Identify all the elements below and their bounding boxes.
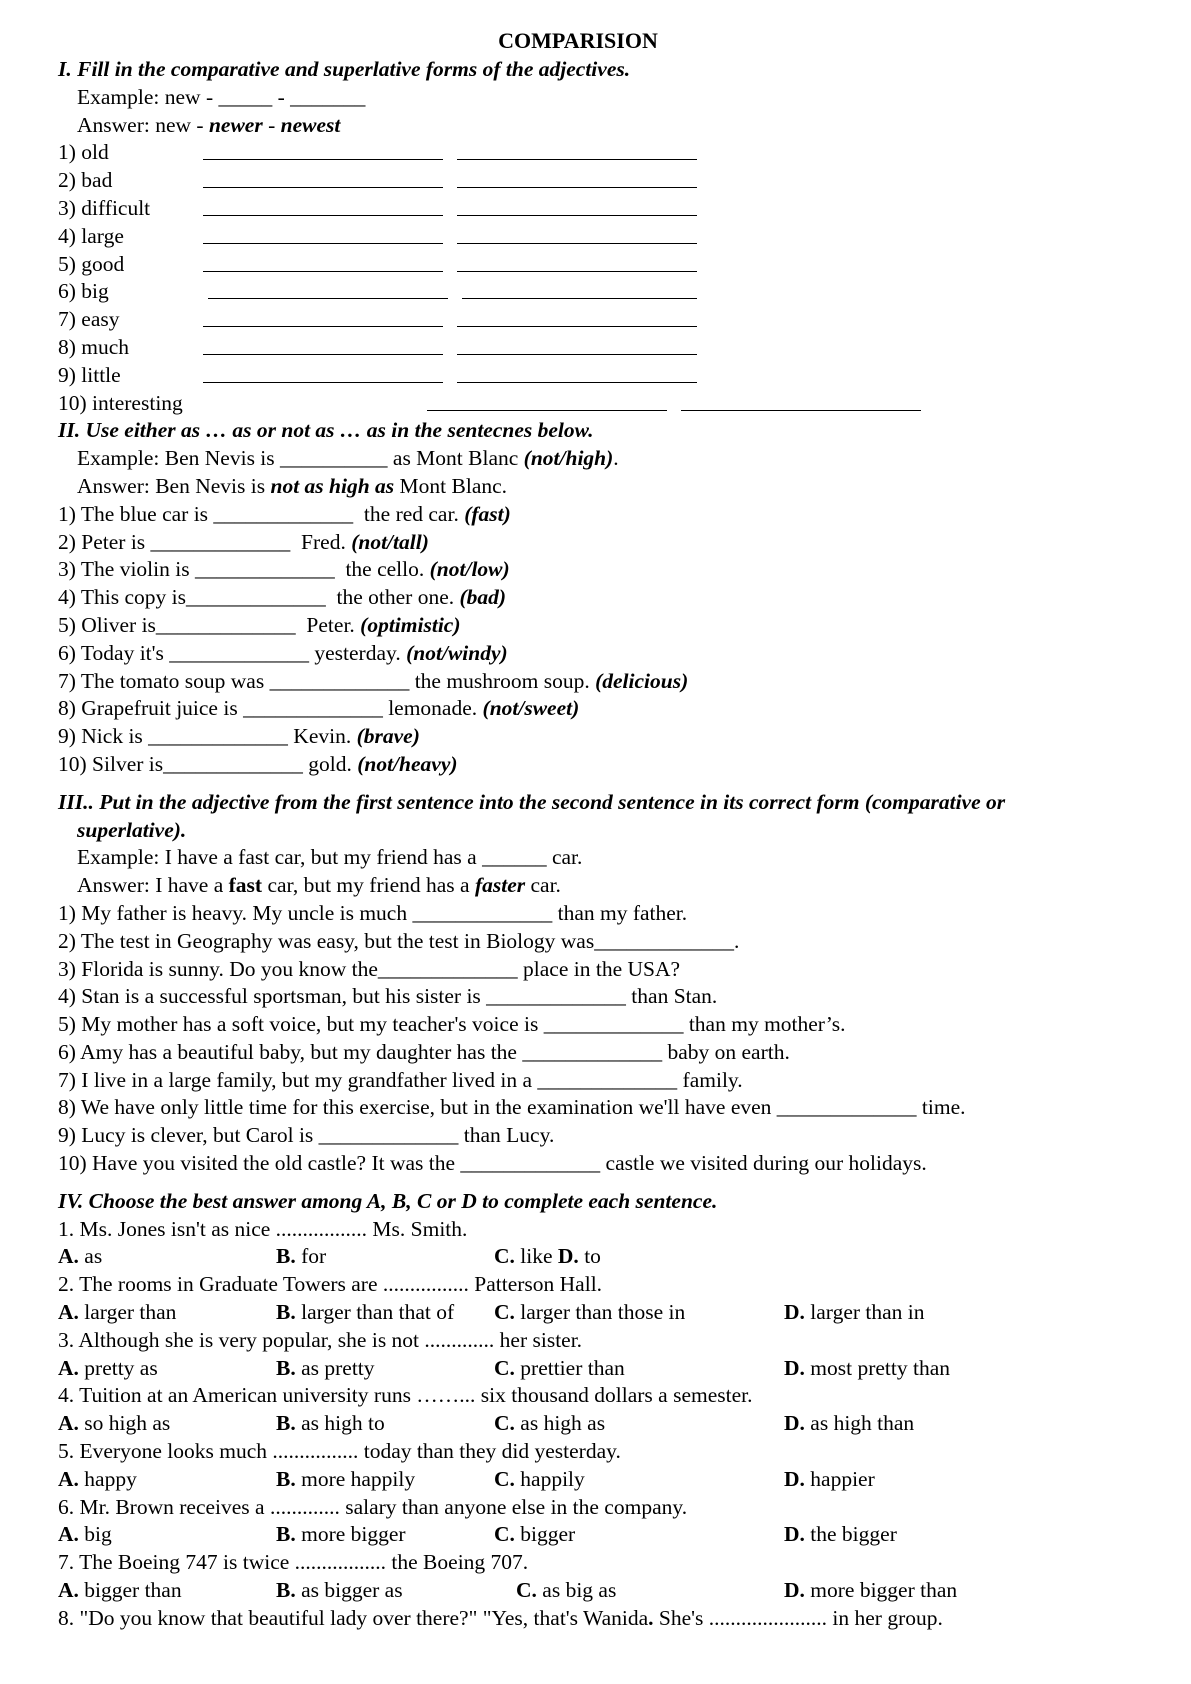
item-hint: (not/low) <box>429 557 510 582</box>
question-period: . <box>648 1605 654 1630</box>
option-letter: D. <box>784 1300 805 1325</box>
option-letter: C. <box>494 1244 515 1269</box>
section-3-heading-line-1: III.. Put in the adjective from the first sentence into the second sentence in its correct form (comparative or <box>58 789 1006 814</box>
item-label: 10) interesting <box>58 390 183 415</box>
section-3-item: 7) I live in a large family, but my grandfather lived in a _____________ family. <box>58 1067 743 1092</box>
option-text: as <box>78 1244 103 1269</box>
section-3-heading-line-2: superlative). <box>77 817 187 842</box>
superlative-blank[interactable] <box>457 139 697 160</box>
answer-options <box>58 1521 1138 1549</box>
section-3-item: 3) Florida is sunny. Do you know the_____________ place in the USA? <box>58 956 681 981</box>
item-label: 8) much <box>58 334 130 359</box>
section-1-item <box>58 223 1138 251</box>
answer-key: faster <box>474 873 526 898</box>
option-d[interactable] <box>784 1577 957 1605</box>
section-1-item-10 <box>58 390 1138 418</box>
option-text: happily <box>514 1466 585 1491</box>
option-letter: C. <box>516 1578 537 1603</box>
answer-key: not as high as <box>270 473 395 498</box>
section-4-questions <box>58 1216 1138 1605</box>
superlative-blank[interactable] <box>462 278 697 299</box>
answer-text: Answer: new - <box>77 112 209 137</box>
section-2-item <box>58 723 1138 751</box>
option-a[interactable] <box>58 1243 276 1271</box>
option-c[interactable] <box>494 1466 784 1494</box>
item-text: 7) The tomato soup was _____________ the mushroom soup. <box>58 668 596 693</box>
option-letter: A. <box>58 1300 79 1325</box>
item-label: 6) big <box>58 279 109 304</box>
section-2-item <box>58 695 1138 723</box>
answer-end: car. <box>525 873 561 898</box>
answer-options <box>58 1243 1138 1271</box>
option-letter: D. <box>784 1466 805 1491</box>
section-3-item: 4) Stan is a successful sportsman, but his sister is _____________ than Stan. <box>58 984 718 1009</box>
question-text: 8. "Do you know that beautiful lady over there?" "Yes, that's Wanida <box>58 1605 649 1630</box>
example-hint: (not/high) <box>523 446 614 471</box>
comparative-blank[interactable] <box>208 278 448 299</box>
answer-comparative: newer <box>208 112 263 137</box>
option-letter: C. <box>494 1522 515 1547</box>
option-a[interactable] <box>58 1577 276 1605</box>
section-4-heading: IV. Choose the best answer among A, B, C or D to complete each sentence. <box>58 1188 718 1213</box>
option-text: larger than those in <box>514 1300 686 1325</box>
option-b[interactable] <box>276 1299 494 1327</box>
section-1-item <box>58 362 1138 390</box>
comparative-blank[interactable] <box>203 223 443 244</box>
option-c[interactable] <box>494 1243 784 1271</box>
answer-options <box>58 1355 1138 1383</box>
option-a[interactable] <box>58 1521 276 1549</box>
section-2-heading: II. Use either as … as or not as … as in the sentecnes below. <box>58 418 594 443</box>
item-text: 4) This copy is_____________ the other one. <box>58 585 460 610</box>
page-title: COMPARISION <box>498 28 658 53</box>
superlative-blank[interactable] <box>457 223 697 244</box>
option-letter: A. <box>58 1578 79 1603</box>
option-text: as high to <box>295 1411 385 1436</box>
option-d[interactable] <box>784 1466 875 1494</box>
section-2-items <box>58 501 1138 779</box>
option-d[interactable] <box>784 1410 914 1438</box>
question-8 <box>58 1605 1138 1633</box>
option-text: larger than <box>78 1300 177 1325</box>
section-1-item <box>58 251 1138 279</box>
section-3-answer <box>58 872 1138 900</box>
option-text: big <box>78 1522 112 1547</box>
answer-text-mid: car, but my friend has a <box>262 873 475 898</box>
option-letter: B. <box>276 1411 296 1436</box>
option-a[interactable] <box>58 1466 276 1494</box>
item-label: 7) easy <box>58 307 120 332</box>
option-b[interactable] <box>276 1466 494 1494</box>
item-hint: (not/windy) <box>406 640 508 665</box>
section-1-answer <box>58 112 1138 140</box>
comparative-blank[interactable] <box>427 390 667 411</box>
answer-adjective: fast <box>228 873 263 898</box>
option-letter: A. <box>58 1355 79 1380</box>
answer-superlative: newest <box>280 112 341 137</box>
comparative-blank[interactable] <box>203 139 443 160</box>
item-text: 1) The blue car is _____________ the red car. <box>58 501 465 526</box>
section-2-item <box>58 612 1138 640</box>
option-b[interactable] <box>276 1410 494 1438</box>
superlative-blank[interactable] <box>457 251 697 272</box>
section-3-item: 1) My father is heavy. My uncle is much _____________ than my father. <box>58 900 688 925</box>
option-d[interactable] <box>784 1299 925 1327</box>
option-b[interactable] <box>276 1243 494 1271</box>
item-hint: (fast) <box>464 501 511 526</box>
section-3-item: 8) We have only little time for this exercise, but in the examination we'll have even _____________ time. <box>58 1095 966 1120</box>
section-1-item <box>58 195 1138 223</box>
option-text: like <box>514 1244 558 1269</box>
question-text: 1. Ms. Jones isn't as nice ................. Ms. Smith. <box>58 1216 468 1241</box>
option-a[interactable] <box>58 1299 276 1327</box>
superlative-blank[interactable] <box>457 195 697 216</box>
section-2-item <box>58 668 1138 696</box>
option-letter: D. <box>784 1355 805 1380</box>
option-text: more bigger than <box>804 1578 958 1603</box>
question-text: 4. Tuition at an American university runs ……... six thousand dollars a semester. <box>58 1383 753 1408</box>
comparative-blank[interactable] <box>203 195 443 216</box>
section-2-item <box>58 556 1138 584</box>
answer-options <box>58 1410 1138 1438</box>
answer-separator: - <box>262 112 281 137</box>
section-3-example: Example: I have a fast car, but my friend has a ______ car. <box>77 845 583 870</box>
item-text: 9) Nick is _____________ Kevin. <box>58 724 357 749</box>
section-3-item: 6) Amy has a beautiful baby, but my daughter has the _____________ baby on earth. <box>58 1039 790 1064</box>
item-hint: (delicious) <box>595 668 689 693</box>
option-text: bigger than <box>78 1578 182 1603</box>
option-letter: C. <box>494 1355 515 1380</box>
option-text: more happily <box>295 1466 416 1491</box>
option-letter: A. <box>58 1522 79 1547</box>
option-a[interactable] <box>58 1355 276 1383</box>
item-text: 6) Today it's _____________ yesterday. <box>58 640 407 665</box>
section-2-example <box>58 445 1138 473</box>
option-letter: B. <box>276 1578 296 1603</box>
item-hint: (not/heavy) <box>357 751 458 776</box>
section-3-item: 5) My mother has a soft voice, but my teacher's voice is _____________ than my mother’s. <box>58 1012 846 1037</box>
section-2-item <box>58 584 1138 612</box>
option-letter: B. <box>276 1355 296 1380</box>
answer-options <box>58 1577 1138 1605</box>
question-text: 5. Everyone looks much ................ today than they did yesterday. <box>58 1439 621 1464</box>
item-label: 3) difficult <box>58 195 151 220</box>
option-text: to <box>578 1244 601 1269</box>
comparative-blank[interactable] <box>203 251 443 272</box>
example-text: Example: Ben Nevis is __________ as Mont Blanc <box>77 446 524 471</box>
option-letter: B. <box>276 1466 296 1491</box>
superlative-blank[interactable] <box>681 390 921 411</box>
option-letter: D. <box>784 1522 805 1547</box>
item-hint: (optimistic) <box>360 612 461 637</box>
section-1-item <box>58 278 1138 306</box>
option-text: for <box>295 1244 327 1269</box>
option-text: as bigger as <box>295 1578 403 1603</box>
section-1-example: Example: new - _____ - _______ <box>77 84 366 109</box>
option-text: happy <box>78 1466 137 1491</box>
item-hint: (bad) <box>459 585 507 610</box>
option-c[interactable] <box>494 1299 784 1327</box>
option-letter: D. <box>784 1411 805 1436</box>
option-text: as high than <box>804 1411 915 1436</box>
comparative-blank[interactable] <box>203 362 443 383</box>
option-a[interactable] <box>58 1410 276 1438</box>
option-letter: D. <box>557 1244 579 1269</box>
option-d[interactable] <box>784 1521 897 1549</box>
option-b[interactable] <box>276 1577 516 1605</box>
section-3-item: 10) Have you visited the old castle? It was the _____________ castle we visited during our holidays. <box>58 1151 927 1176</box>
section-3-item: 9) Lucy is clever, but Carol is _____________ than Lucy. <box>58 1123 555 1148</box>
section-2-item <box>58 751 1138 779</box>
comparative-blank[interactable] <box>203 306 443 327</box>
answer-end: Mont Blanc. <box>394 473 508 498</box>
section-2-item <box>58 501 1138 529</box>
section-1-heading: I. Fill in the comparative and superlative forms of the adjectives. <box>58 57 631 81</box>
option-c[interactable] <box>494 1410 784 1438</box>
superlative-blank[interactable] <box>457 334 697 355</box>
section-3-item: 2) The test in Geography was easy, but the test in Biology was_____________. <box>58 928 740 953</box>
item-hint: (brave) <box>356 724 420 749</box>
option-letter: A. <box>58 1244 79 1269</box>
option-text: so high as <box>78 1411 171 1436</box>
item-text: 5) Oliver is_____________ Peter. <box>58 612 361 637</box>
option-c[interactable] <box>516 1577 784 1605</box>
option-text: as high as <box>514 1411 606 1436</box>
option-b[interactable] <box>276 1521 494 1549</box>
item-text: 2) Peter is _____________ Fred. <box>58 529 352 554</box>
item-hint: (not/tall) <box>351 529 429 554</box>
section-1-item <box>58 139 1138 167</box>
option-b[interactable] <box>276 1355 494 1383</box>
section-1-item <box>58 306 1138 334</box>
question-text: 6. Mr. Brown receives a ............. salary than anyone else in the company. <box>58 1494 688 1519</box>
section-1-items <box>58 139 1138 389</box>
answer-text: Answer: I have a <box>77 873 229 898</box>
example-end: . <box>613 446 619 471</box>
section-2-item <box>58 640 1138 668</box>
option-letter: B. <box>276 1300 296 1325</box>
comparative-blank[interactable] <box>203 167 443 188</box>
option-text: pretty as <box>78 1355 158 1380</box>
item-label: 1) old <box>58 140 109 165</box>
option-text: prettier than <box>514 1355 625 1380</box>
option-text: as pretty <box>295 1355 375 1380</box>
option-letter: C. <box>494 1411 515 1436</box>
item-label: 5) good <box>58 251 125 276</box>
option-letter: B. <box>276 1244 296 1269</box>
option-letter: D. <box>784 1578 805 1603</box>
option-text: as big as <box>536 1578 617 1603</box>
option-letter: A. <box>58 1466 79 1491</box>
superlative-blank[interactable] <box>457 362 697 383</box>
worksheet <box>58 26 1138 1633</box>
answer-options <box>58 1466 1138 1494</box>
option-text: happier <box>804 1466 875 1491</box>
option-c[interactable] <box>494 1521 784 1549</box>
item-label: 2) bad <box>58 168 113 193</box>
section-3-items <box>58 900 1138 1178</box>
item-text: 10) Silver is_____________ gold. <box>58 751 358 776</box>
section-2-answer <box>58 473 1138 501</box>
option-c[interactable] <box>494 1355 784 1383</box>
answer-options <box>58 1299 1138 1327</box>
question-text-end: She's ...................... in her group. <box>653 1605 943 1630</box>
option-letter: B. <box>276 1522 296 1547</box>
option-letter: C. <box>494 1300 515 1325</box>
option-d[interactable] <box>784 1355 950 1383</box>
option-text: the bigger <box>804 1522 897 1547</box>
section-2-item <box>58 529 1138 557</box>
option-letter: A. <box>58 1411 79 1436</box>
option-text: more bigger <box>295 1522 406 1547</box>
comparative-blank[interactable] <box>203 334 443 355</box>
item-text: 3) The violin is _____________ the cello. <box>58 557 430 582</box>
item-hint: (not/sweet) <box>482 696 580 721</box>
question-text: 3. Although she is very popular, she is not ............. her sister. <box>58 1327 583 1352</box>
question-text: 2. The rooms in Graduate Towers are ................ Patterson Hall. <box>58 1272 603 1297</box>
superlative-blank[interactable] <box>457 306 697 327</box>
question-text: 7. The Boeing 747 is twice ................. the Boeing 707. <box>58 1550 529 1575</box>
section-1-item <box>58 334 1138 362</box>
item-label: 9) little <box>58 362 121 387</box>
option-text: larger than that of <box>295 1300 455 1325</box>
option-text: bigger <box>514 1522 576 1547</box>
option-letter: C. <box>494 1466 515 1491</box>
superlative-blank[interactable] <box>457 167 697 188</box>
item-label: 4) large <box>58 223 124 248</box>
answer-text: Answer: Ben Nevis is <box>77 473 271 498</box>
option-text: larger than in <box>804 1300 925 1325</box>
section-1-item <box>58 167 1138 195</box>
option-text: most pretty than <box>804 1355 951 1380</box>
item-text: 8) Grapefruit juice is _____________ lemonade. <box>58 696 483 721</box>
